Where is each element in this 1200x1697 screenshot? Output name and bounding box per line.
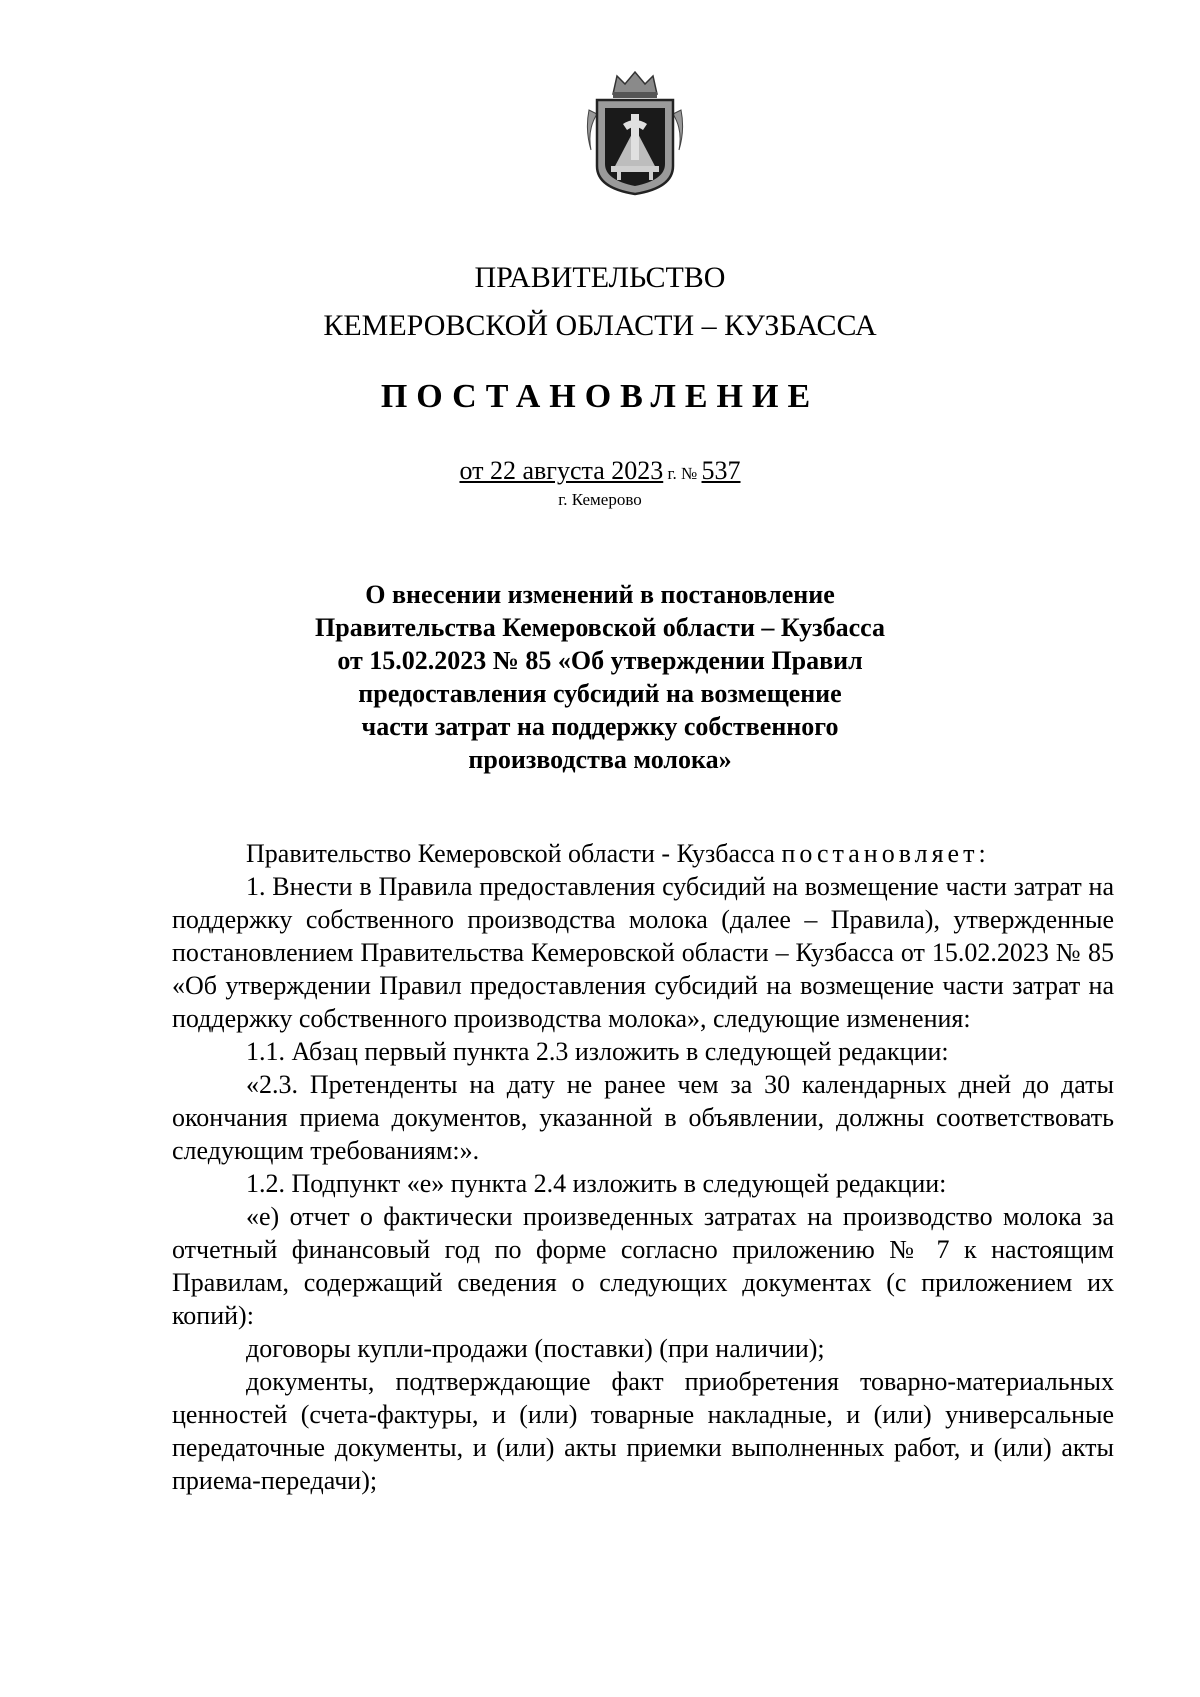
government-name-line2: КЕМЕРОВСКОЙ ОБЛАСТИ – КУЗБАССА: [323, 309, 877, 342]
document-number: 537: [701, 456, 741, 485]
kuzbass-coat-of-arms-icon: [583, 70, 687, 196]
document-type-title: ПОСТАНОВЛЕНИЕ: [380, 378, 820, 415]
subject-line: предоставления субсидий на возмещение: [358, 679, 842, 708]
subject-line: Правительства Кемеровской области – Кузбасса: [315, 613, 885, 642]
document-subject: [0, 578, 1200, 776]
body-paragraph: «2.3. Претенденты на дату не ранее чем за 30 календарных дней до даты окончания приема документов, указанной в объявлении, должны соответствовать следующим требованиям:».: [172, 1070, 1114, 1165]
subject-line: О внесении изменений в постановление: [365, 580, 835, 609]
document-body: [172, 837, 1114, 1497]
year-number-label: г. №: [663, 464, 702, 483]
body-intro: [172, 837, 1114, 870]
government-name-line1: ПРАВИТЕЛЬСТВО: [474, 261, 726, 294]
body-paragraph: 1.1. Абзац первый пункта 2.3 изложить в следующей редакции:: [246, 1037, 949, 1066]
document-date: от 22 августа 2023: [459, 456, 664, 485]
body-paragraph: договоры купли-продажи (поставки) (при наличии);: [246, 1334, 825, 1363]
body-paragraph: документы, подтверждающие факт приобретения товарно-материальных ценностей (счета-фактуры, и (или) товарные накладные, и (или) универсальные передаточные документы, и (или) акты приемки выполненных работ, и (или) акты приема-передачи);: [172, 1367, 1114, 1495]
intro-text: Правительство Кемеровской области - Кузбасса: [246, 839, 782, 868]
intro-decree-word: постановляет:: [781, 839, 990, 868]
subject-line: части затрат на поддержку собственного: [361, 712, 839, 741]
subject-line: производства молока»: [468, 745, 732, 774]
document-date-number: [0, 456, 1200, 486]
body-paragraph: 1. Внести в Правила предоставления субсидий на возмещение части затрат на поддержку собственного производства молока (далее – Правила), утвержденные постановлением Правительства Кемеровской области – Кузбасса от 15.02.2023 № 85 «Об утверждении Правил предоставления субсидий на возмещение части затрат на поддержку собственного производства молока», следующие изменения:: [172, 872, 1114, 1033]
body-paragraph: 1.2. Подпункт «е» пункта 2.4 изложить в следующей редакции:: [246, 1169, 947, 1198]
subject-line: от 15.02.2023 № 85 «Об утверждении Правил: [337, 646, 863, 675]
body-paragraph: «е) отчет о фактически произведенных затратах на производство молока за отчетный финансовый год по форме согласно приложению № 7 к настоящим Правилам, содержащий сведения о следующих документах (с приложением их копий):: [172, 1202, 1114, 1330]
document-city: г. Кемерово: [558, 490, 642, 509]
